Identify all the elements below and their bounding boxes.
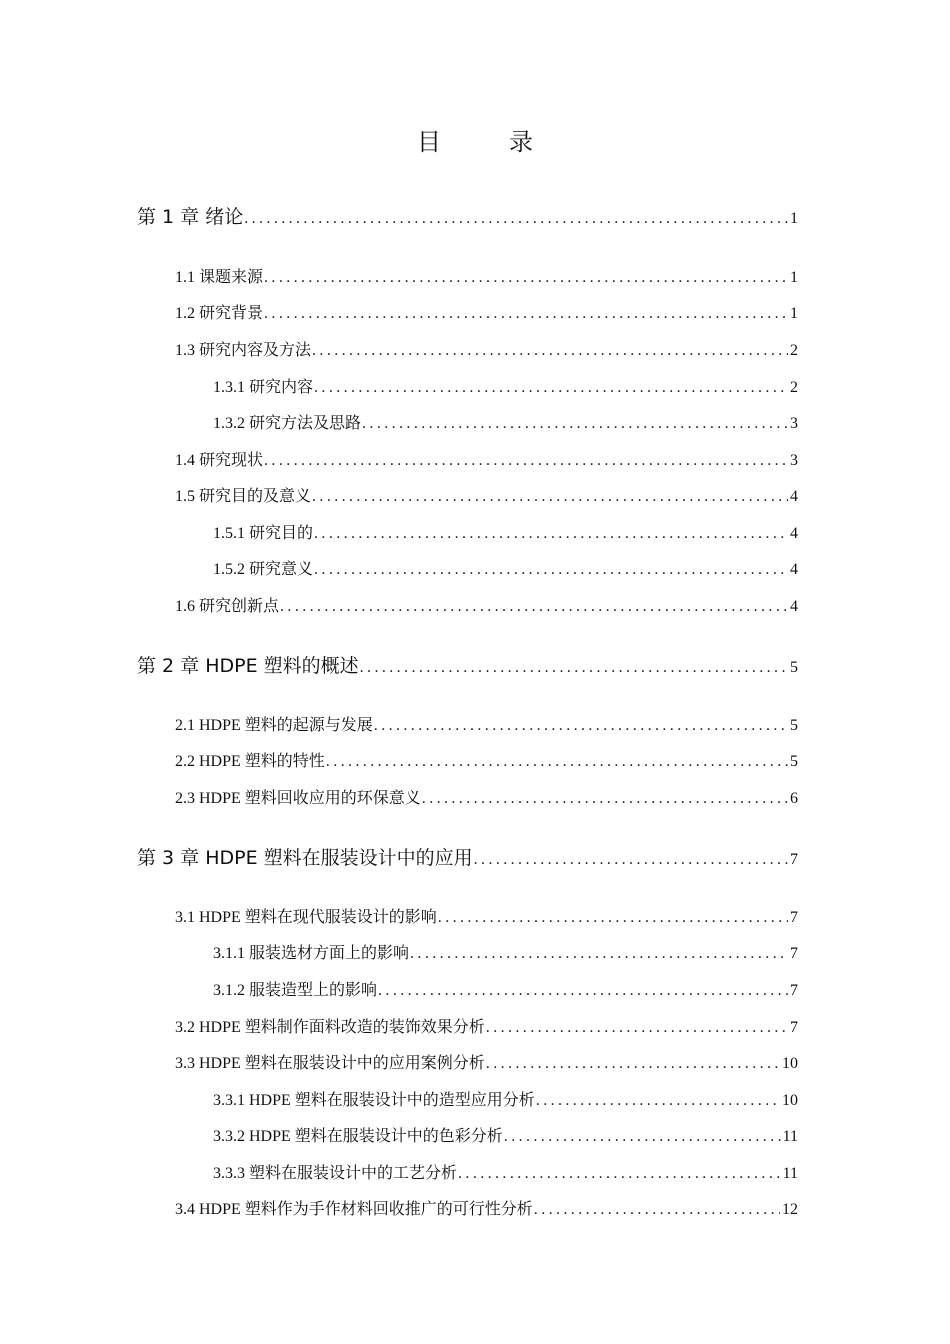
toc-page-number: 1 [790, 210, 798, 227]
toc-subsection-1-5-1[interactable] [213, 520, 798, 543]
toc-chapter-1[interactable] [137, 202, 798, 229]
dot-leader [474, 851, 788, 869]
toc-page-number: 4 [790, 488, 798, 505]
toc-subsection-3-1-1[interactable] [213, 940, 798, 963]
dot-leader [378, 982, 788, 1000]
toc-entry-label: 1.6 研究创新点 [175, 598, 280, 615]
toc-section-1-6[interactable] [175, 593, 798, 616]
toc-subsection-1-3-1[interactable] [213, 374, 798, 397]
toc-section-1-3[interactable] [175, 337, 798, 360]
dot-leader [536, 1092, 780, 1110]
toc-entry-label: 3.4 HDPE 塑料作为手作材料回收推广的可行性分析 [175, 1201, 533, 1218]
dot-leader [504, 1128, 781, 1146]
dot-leader [280, 598, 788, 616]
toc-page-number: 12 [782, 1201, 798, 1218]
toc-subsection-3-3-3[interactable] [213, 1160, 798, 1183]
toc-section-3-2[interactable] [175, 1014, 798, 1037]
toc-page-number: 7 [790, 909, 798, 926]
toc-entry-label: 第 3 章 HDPE 塑料在服装设计中的应用 [137, 847, 473, 869]
toc-entry-label: 3.3 HDPE 塑料在服装设计中的应用案例分析 [175, 1055, 485, 1072]
toc-section-2-3[interactable] [175, 785, 798, 808]
toc-page-number: 11 [782, 1128, 798, 1145]
dot-leader [314, 525, 788, 543]
dot-leader [486, 1055, 780, 1073]
toc-page-number: 4 [790, 598, 798, 615]
dot-leader [362, 415, 788, 433]
toc-page-number: 1 [790, 269, 798, 286]
toc-page-number: 1 [790, 305, 798, 322]
toc-page-number: 7 [790, 1019, 798, 1036]
toc-entry-label: 2.3 HDPE 塑料回收应用的环保意义 [175, 790, 421, 807]
toc-entry-label: 1.3.2 研究方法及思路 [213, 415, 362, 432]
dot-leader [264, 452, 788, 470]
toc-page-number: 10 [782, 1055, 798, 1072]
toc-page-number: 4 [790, 561, 798, 578]
toc-section-1-1[interactable] [175, 264, 798, 287]
toc-entry-label: 3.1.1 服装选材方面上的影响 [213, 945, 410, 962]
toc-entry-label: 3.1.2 服装造型上的影响 [213, 982, 378, 999]
toc-entry-label: 1.5 研究目的及意义 [175, 488, 312, 505]
dot-leader [326, 753, 788, 771]
toc-entry-label: 3.2 HDPE 塑料制作面料改造的装饰效果分析 [175, 1019, 485, 1036]
toc-page-number: 4 [790, 525, 798, 542]
toc-page-number: 5 [790, 753, 798, 770]
toc-page-number: 6 [790, 790, 798, 807]
toc-entry-label: 3.1 HDPE 塑料在现代服装设计的影响 [175, 909, 437, 926]
toc-subsection-3-3-1[interactable] [213, 1087, 798, 1110]
toc-subsection-1-5-2[interactable] [213, 556, 798, 579]
toc-section-1-4[interactable] [175, 447, 798, 470]
dot-leader [374, 717, 788, 735]
toc-entry-label: 3.3.3 塑料在服装设计中的工艺分析 [213, 1165, 458, 1182]
toc-entry-label: 1.1 课题来源 [175, 269, 264, 286]
toc-entry-label: 1.3 研究内容及方法 [175, 342, 312, 359]
dot-leader [410, 945, 788, 963]
dot-leader [264, 269, 788, 287]
toc-chapter-3[interactable] [137, 843, 798, 870]
toc-entry-label: 3.3.1 HDPE 塑料在服装设计中的造型应用分析 [213, 1092, 535, 1109]
toc-section-1-5[interactable] [175, 483, 798, 506]
toc-page-number: 11 [782, 1165, 798, 1182]
toc-page-number: 7 [790, 851, 798, 868]
toc-section-3-4[interactable] [175, 1196, 798, 1219]
dot-leader [422, 790, 788, 808]
toc-entry-label: 1.5.2 研究意义 [213, 561, 314, 578]
dot-leader [314, 561, 788, 579]
toc-page-number: 3 [790, 415, 798, 432]
toc-entry-label: 1.5.1 研究目的 [213, 525, 314, 542]
dot-leader [264, 305, 788, 323]
toc-section-3-1[interactable] [175, 904, 798, 927]
toc-page-number: 7 [790, 945, 798, 962]
toc-page-number: 5 [790, 659, 798, 676]
dot-leader [458, 1165, 781, 1183]
toc-section-2-1[interactable] [175, 712, 798, 735]
dot-leader [360, 659, 788, 677]
toc-entry-label: 第 2 章 HDPE 塑料的概述 [137, 655, 359, 677]
dot-leader [438, 909, 788, 927]
toc-entry-label: 1.2 研究背景 [175, 305, 264, 322]
dot-leader [314, 379, 788, 397]
toc-page-number: 5 [790, 717, 798, 734]
toc-section-3-3[interactable] [175, 1050, 798, 1073]
toc-entry-label: 2.1 HDPE 塑料的起源与发展 [175, 717, 373, 734]
toc-page-number: 7 [790, 982, 798, 999]
toc-page-number: 10 [782, 1092, 798, 1109]
toc-entry-label: 3.3.2 HDPE 塑料在服装设计中的色彩分析 [213, 1128, 503, 1145]
toc-subsection-1-3-2[interactable] [213, 410, 798, 433]
toc-subsection-3-3-2[interactable] [213, 1123, 798, 1146]
dot-leader [534, 1201, 780, 1219]
toc-subsection-3-1-2[interactable] [213, 977, 798, 1000]
toc-entry-label: 2.2 HDPE 塑料的特性 [175, 753, 325, 770]
dot-leader [244, 210, 788, 228]
toc-entry-label: 1.3.1 研究内容 [213, 379, 314, 396]
toc-page-number: 2 [790, 379, 798, 396]
toc-chapter-2[interactable] [137, 651, 798, 678]
toc-entry-label: 1.4 研究现状 [175, 452, 264, 469]
dot-leader [486, 1019, 788, 1037]
toc-entry-label: 第 1 章 绪论 [137, 206, 244, 228]
dot-leader [312, 488, 788, 506]
toc-section-2-2[interactable] [175, 748, 798, 771]
toc-section-1-2[interactable] [175, 300, 798, 323]
toc-page-number: 2 [790, 342, 798, 359]
page-title: 目 录 [417, 128, 555, 156]
toc-page-number: 3 [790, 452, 798, 469]
dot-leader [312, 342, 788, 360]
